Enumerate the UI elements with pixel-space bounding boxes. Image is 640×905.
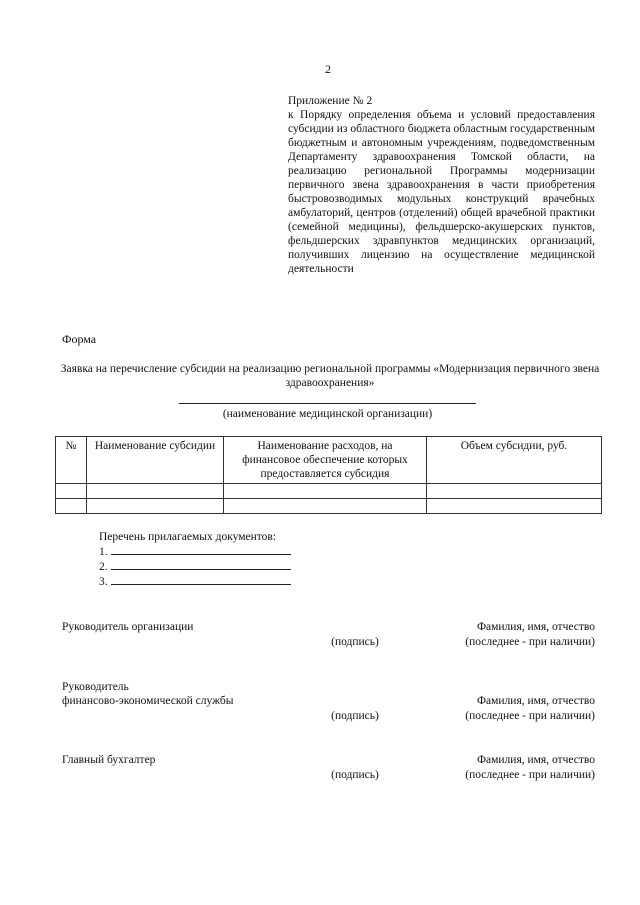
document-entry-line[interactable] bbox=[111, 559, 291, 570]
table-cell[interactable] bbox=[427, 484, 602, 499]
role-line: Руководитель bbox=[62, 681, 129, 693]
attached-documents bbox=[99, 530, 291, 589]
document-item-number: 2. bbox=[99, 561, 108, 573]
page-number: 2 bbox=[325, 62, 331, 76]
appendix-block bbox=[288, 94, 595, 276]
header-subsidy-name: Наименование субсидии bbox=[87, 437, 224, 484]
table-cell[interactable] bbox=[56, 484, 87, 499]
role-line: финансово-экономической службы bbox=[62, 695, 234, 707]
organization-name-caption: (наименование медицинской организации) bbox=[222, 408, 433, 420]
table-header-row bbox=[56, 437, 602, 484]
signature-label: (подпись) bbox=[331, 769, 379, 781]
appendix-body: к Порядку определения объема и условий предоставления субсидии из областного бюджета областным государственным бюджетным и автономным учреждениям, подведомственным Департаменту здравоохранения Томской области, на реализацию региональной Программы модернизации первичного звена здравоохранения в части приобретения быстровозводимых модульных конструкций врачебных амбулаторий, центров (отделений) общей врачебной практики (семейной медицины), фельдшерско-акушерских пунктов, фельдшерских здравпунктов медицинских организаций, получивших лицензию на осуществление медицинской деятельности bbox=[288, 109, 595, 275]
signatory-role-accountant: Главный бухгалтер bbox=[62, 754, 156, 766]
signatory-role-finance bbox=[62, 680, 233, 708]
documents-title: Перечень прилагаемых документов: bbox=[99, 531, 277, 543]
table-cell[interactable] bbox=[87, 484, 224, 499]
full-name-note: (последнее - при наличии) bbox=[465, 710, 595, 722]
table-row bbox=[56, 499, 602, 514]
subsidy-table bbox=[55, 436, 602, 514]
organization-name-line bbox=[179, 403, 476, 404]
table-cell[interactable] bbox=[56, 499, 87, 514]
signature-label: (подпись) bbox=[331, 710, 379, 722]
document-item bbox=[99, 559, 291, 574]
table-cell[interactable] bbox=[224, 484, 427, 499]
document-entry-line[interactable] bbox=[111, 574, 291, 585]
appendix-title: Приложение № 2 bbox=[288, 95, 373, 107]
document-item-number: 3. bbox=[99, 576, 108, 588]
signatory-role-head: Руководитель организации bbox=[62, 621, 194, 633]
full-name-label: Фамилия, имя, отчество bbox=[476, 695, 595, 707]
table-cell[interactable] bbox=[87, 499, 224, 514]
document-item bbox=[99, 574, 291, 589]
document-entry-line[interactable] bbox=[111, 544, 291, 555]
document-item-number: 1. bbox=[99, 546, 108, 558]
signature-label: (подпись) bbox=[331, 636, 379, 648]
table-cell[interactable] bbox=[224, 499, 427, 514]
full-name-label: Фамилия, имя, отчество bbox=[476, 621, 595, 633]
full-name-label: Фамилия, имя, отчество bbox=[476, 754, 595, 766]
application-title: Заявка на перечисление субсидии на реализацию региональной программы «Модернизация первичного звена здравоохранения» bbox=[60, 363, 600, 389]
header-expense-name: Наименование расходов, на финансовое обеспечение которых предоставляется субсидия bbox=[224, 437, 427, 484]
full-name-note: (последнее - при наличии) bbox=[465, 636, 595, 648]
document-item bbox=[99, 544, 291, 559]
full-name-note: (последнее - при наличии) bbox=[465, 769, 595, 781]
table-row bbox=[56, 484, 602, 499]
header-subsidy-amount: Объем субсидии, руб. bbox=[427, 437, 602, 484]
table-cell[interactable] bbox=[427, 499, 602, 514]
header-number: № bbox=[56, 437, 87, 484]
form-label: Форма bbox=[62, 332, 97, 346]
